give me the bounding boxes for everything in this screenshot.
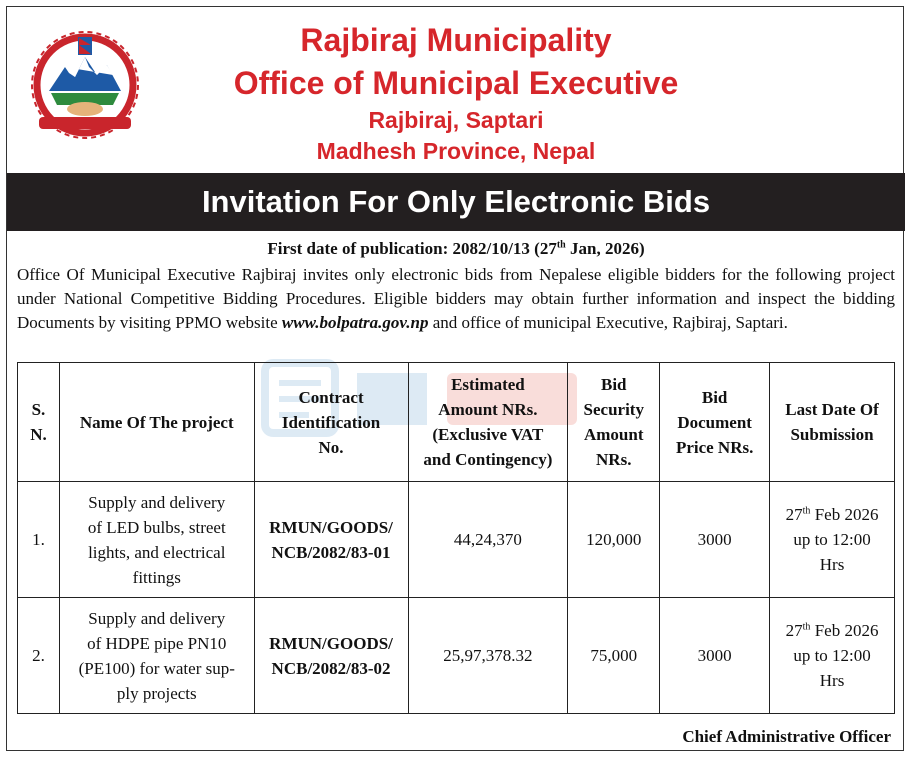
- row-document-price: 3000: [660, 482, 770, 598]
- intro-text-after: and office of municipal Executive, Rajbiraj, Saptari.: [428, 313, 788, 332]
- publication-date-sup: th: [556, 239, 566, 251]
- ppmo-website-link[interactable]: www.bolpatra.gov.np: [281, 313, 429, 332]
- row-bid-security: 120,000: [568, 482, 660, 598]
- row-project-name: Supply and delivery of HDPE pipe PN10 (PE100) for water sup- ply projects: [59, 598, 254, 714]
- municipality-name: Rajbiraj Municipality: [300, 22, 612, 58]
- table-row: [18, 598, 895, 714]
- row-document-price: 3000: [660, 598, 770, 714]
- header-estimated-amount: Estimated Amount NRs. (Exclusive VAT and Contingency): [408, 363, 568, 482]
- office-name: Office of Municipal Executive: [233, 65, 679, 101]
- row-contract-id: RMUN/GOODS/ NCB/2082/83-02: [254, 598, 408, 714]
- office-location: Rajbiraj, Saptari: [368, 107, 544, 133]
- row-estimated-amount: 25,97,378.32: [408, 598, 568, 714]
- header-serial-number: S. N.: [18, 363, 60, 482]
- row-project-name: Supply and delivery of LED bulbs, street lights, and electrical fittings: [59, 482, 254, 598]
- intro-text-before: Office Of Municipal Executive Rajbiraj invites only electronic bids from Nepalese eligible bidders for the following project under National Competitive Bidding Procedures. Eligible bidders may obtain further information and inspect the bidding Documents by visiting PPMO website: [17, 265, 895, 332]
- publication-date: [7, 239, 905, 259]
- table-row: [18, 482, 895, 598]
- header-bid-security: Bid Security Amount NRs.: [568, 363, 660, 482]
- row-contract-id: RMUN/GOODS/ NCB/2082/83-01: [254, 482, 408, 598]
- header-last-date: Last Date Of Submission: [770, 363, 895, 482]
- notice-banner-title: Invitation For Only Electronic Bids: [7, 173, 905, 231]
- row-serial-number: 1.: [18, 482, 60, 598]
- header-contract-id: Contract Identification No.: [254, 363, 408, 482]
- publication-date-rest: Jan, 2026): [565, 239, 645, 258]
- province-name: Madhesh Province, Nepal: [316, 138, 596, 164]
- header-project-name: Name Of The project: [59, 363, 254, 482]
- row-estimated-amount: 44,24,370: [408, 482, 568, 598]
- table-header-row: [18, 363, 895, 482]
- row-bid-security: 75,000: [568, 598, 660, 714]
- bids-table: [17, 362, 895, 714]
- intro-paragraph: [17, 263, 895, 335]
- row-last-date: 27th Feb 2026 up to 12:00 Hrs: [770, 482, 895, 598]
- row-last-date: 27th Feb 2026 up to 12:00 Hrs: [770, 598, 895, 714]
- publication-date-label: First date of publication: 2082/10/13 (27: [267, 239, 557, 258]
- organization-title-block: [7, 19, 905, 167]
- header-document-price: Bid Document Price NRs.: [660, 363, 770, 482]
- notice-frame: [6, 6, 904, 751]
- signatory-title: Chief Administrative Officer: [682, 727, 891, 746]
- row-serial-number: 2.: [18, 598, 60, 714]
- notice-header: [7, 7, 905, 173]
